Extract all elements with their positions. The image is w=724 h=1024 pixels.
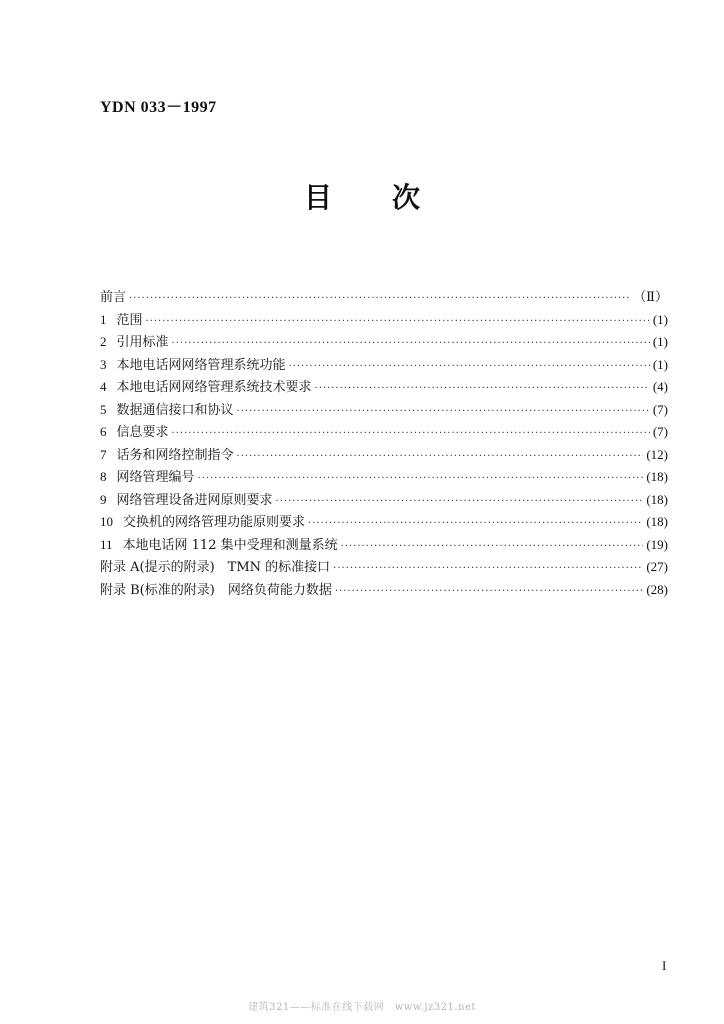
- toc-entry-label: [100, 489, 276, 508]
- page-number: I: [662, 958, 667, 973]
- dot-leader: [335, 586, 643, 597]
- toc-entry-number: 2: [100, 334, 107, 349]
- toc-entry-text: 本地电话网网络管理系统技术要求: [116, 380, 312, 395]
- dot-leader: [146, 316, 650, 327]
- toc-entry[interactable]: [100, 309, 668, 332]
- toc-entry[interactable]: [100, 579, 668, 602]
- toc-entry-number: 7: [100, 446, 107, 462]
- dot-leader: [289, 361, 650, 372]
- toc-entry-text: 本地电话网 112 集中受理和测量系统: [122, 537, 338, 553]
- toc-entry-page: (18): [646, 469, 668, 484]
- toc-entry-number: 6: [100, 424, 107, 439]
- toc-entry-page: (19): [646, 536, 668, 552]
- document-code: YDN 033－1997: [100, 99, 217, 116]
- toc-entry-page: (1): [652, 311, 668, 327]
- toc-entry-number: 8: [100, 469, 107, 484]
- toc-entry-number: 9: [100, 491, 107, 507]
- toc-entry-label: [100, 511, 308, 530]
- toc-entry-text: 本地电话网网络管理系统功能: [116, 357, 286, 373]
- dot-leader: [172, 338, 650, 349]
- toc-entry-page: (27): [646, 559, 668, 574]
- toc-entry-label: [100, 399, 237, 418]
- toc-entry[interactable]: [100, 534, 668, 557]
- toc-entry-page: (7): [652, 424, 668, 439]
- toc-entry[interactable]: [100, 331, 668, 354]
- toc-entry-label: [100, 309, 146, 328]
- toc-entry-text: 范围: [116, 312, 143, 328]
- dot-leader: [237, 451, 644, 462]
- toc-entry-label: [100, 354, 289, 373]
- toc-entry-label: [100, 579, 335, 598]
- toc-entry-number: 11: [100, 536, 113, 552]
- toc-entry-text: 信息要求: [116, 425, 169, 440]
- dot-leader: [198, 473, 644, 484]
- toc-entry-page: (1): [652, 334, 668, 349]
- toc-entry-label: [100, 466, 198, 485]
- toc-entry-text: 网络管理设备进网原则要求: [116, 492, 273, 508]
- toc-entry[interactable]: [100, 354, 668, 377]
- toc-entry-page: (1): [652, 356, 668, 372]
- toc-entry[interactable]: [100, 376, 668, 399]
- toc-entry[interactable]: [100, 556, 668, 579]
- dot-leader: [308, 518, 643, 529]
- dot-leader: [237, 406, 650, 417]
- toc-entry-page: (12): [646, 446, 668, 462]
- toc-entry-number: 3: [100, 356, 107, 372]
- dot-leader: [129, 293, 630, 304]
- toc-entry-page: (18): [646, 514, 668, 529]
- toc-entry-text: 交换机的网络管理功能原则要求: [123, 515, 306, 530]
- dot-leader: [276, 496, 644, 507]
- toc-entry-text: 数据通信接口和协议: [116, 402, 234, 418]
- toc-entry-label: [100, 286, 129, 305]
- toc-entry-label: [100, 444, 237, 463]
- toc-entry-text: 附录 B(标准的附录) 网络负荷能力数据: [100, 582, 332, 598]
- toc-title: 目次: [303, 181, 480, 214]
- toc-entry[interactable]: [100, 399, 668, 422]
- toc-entry-label: [100, 331, 172, 350]
- toc-entry-text: 引用标准: [116, 335, 169, 350]
- toc-entry-label: [100, 421, 172, 440]
- toc-entry-page: (18): [646, 491, 668, 507]
- toc-entry[interactable]: [100, 286, 668, 309]
- toc-entry-number: 5: [100, 401, 107, 417]
- toc-entry-number: 4: [100, 379, 107, 394]
- dot-leader: [341, 541, 644, 552]
- toc-entry[interactable]: [100, 511, 668, 534]
- toc-entry-text: 前言: [100, 290, 127, 305]
- watermark: 建筑321——标准在线下载网 www.jz321.net: [248, 1002, 476, 1013]
- toc-entry-text: 网络管理编号: [116, 470, 195, 485]
- toc-entry-text: 附录 A(提示的附录) TMN 的标准接口: [100, 560, 331, 575]
- toc-entry[interactable]: [100, 444, 668, 467]
- toc-entry-page: (28): [646, 581, 668, 597]
- toc-entry-label: [100, 376, 315, 395]
- toc-entry-label: [100, 556, 333, 575]
- toc-list: [100, 286, 668, 601]
- dot-leader: [315, 383, 650, 394]
- toc-entry[interactable]: [100, 489, 668, 512]
- toc-entry-text: 话务和网络控制指令: [116, 447, 234, 463]
- toc-entry-number: 10: [100, 514, 113, 529]
- toc-entry-page: (4): [652, 379, 668, 394]
- toc-entry-page: (7): [652, 401, 668, 417]
- toc-entry-number: 1: [100, 311, 107, 327]
- toc-entry-page: （Ⅱ）: [633, 289, 668, 304]
- toc-entry[interactable]: [100, 421, 668, 444]
- dot-leader: [172, 428, 650, 439]
- toc-entry-label: [100, 534, 341, 553]
- toc-entry[interactable]: [100, 466, 668, 489]
- dot-leader: [333, 563, 643, 574]
